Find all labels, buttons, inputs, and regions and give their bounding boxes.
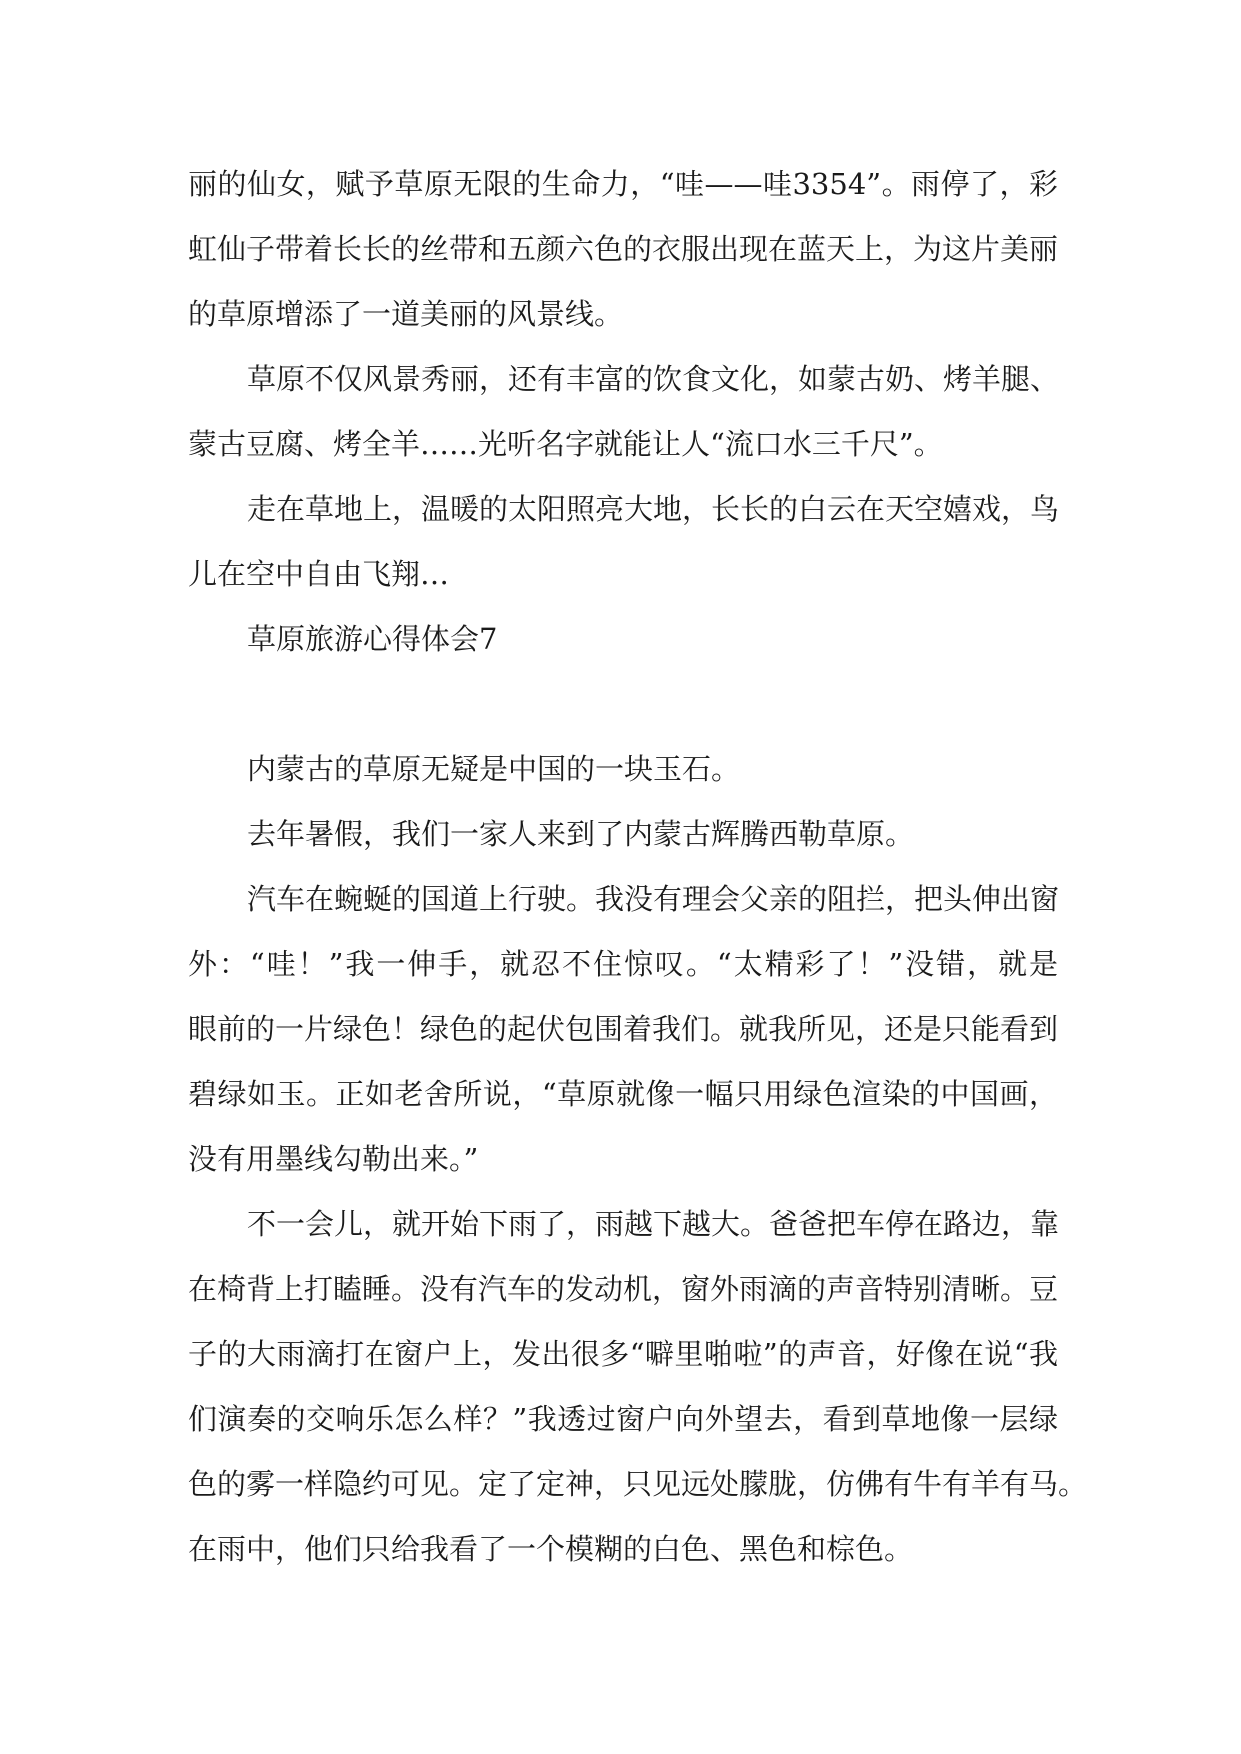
text-line: 们演奏的交响乐怎么样？”我透过窗户向外望去，看到草地像一层绿 — [188, 1402, 1058, 1436]
text-line: 蒙古豆腐、烤全羊……光听名字就能让人“流口水三千尺”。 — [188, 427, 943, 461]
text-line: 汽车在蜿蜒的国道上行驶。我没有理会父亲的阻拦，把头伸出窗 — [247, 882, 1060, 916]
text-line: 没有用墨线勾勒出来。” — [188, 1142, 479, 1176]
text-line: 内蒙古的草原无疑是中国的一块玉石。 — [247, 752, 741, 786]
text-line: 草原不仅风景秀丽，还有丰富的饮食文化，如蒙古奶、烤羊腿、 — [247, 362, 1060, 396]
text-line: 子的大雨滴打在窗户上，发出很多“噼里啪啦”的声音，好像在说“我 — [188, 1337, 1058, 1371]
text-line: 的草原增添了一道美丽的风景线。 — [188, 297, 624, 331]
text-line: 色的雾一样隐约可见。定了定神，只见远处朦胧，仿佛有牛有羊有马。 — [188, 1467, 1088, 1501]
text-line: 碧绿如玉。正如老舍所说，“草原就像一幅只用绿色渲染的中国画， — [188, 1077, 1058, 1111]
text-line: 去年暑假，我们一家人来到了内蒙古辉腾西勒草原。 — [247, 817, 915, 851]
section-heading: 草原旅游心得体会7 — [247, 622, 498, 656]
text-line: 眼前的一片绿色！绿色的起伏包围着我们。就我所见，还是只能看到 — [188, 1012, 1059, 1046]
text-line: 走在草地上，温暖的太阳照亮大地，长长的白云在天空嬉戏，鸟 — [247, 492, 1060, 526]
text-line: 在椅背上打瞌睡。没有汽车的发动机，窗外雨滴的声音特别清晰。豆 — [188, 1272, 1059, 1306]
text-line: 在雨中，他们只给我看了一个模糊的白色、黑色和棕色。 — [188, 1532, 914, 1566]
text-line: 不一会儿，就开始下雨了，雨越下越大。爸爸把车停在路边，靠 — [247, 1207, 1060, 1241]
text-line: 儿在空中自由飞翔… — [188, 557, 450, 591]
text-line: 丽的仙女，赋予草原无限的生命力，“哇——哇3354”。雨停了，彩 — [188, 167, 1058, 201]
text-line: 虹仙子带着长长的丝带和五颜六色的衣服出现在蓝天上，为这片美丽 — [188, 232, 1059, 266]
text-line: 外：“哇！”我一伸手，就忍不住惊叹。“太精彩了！”没错，就是 — [188, 947, 1058, 981]
